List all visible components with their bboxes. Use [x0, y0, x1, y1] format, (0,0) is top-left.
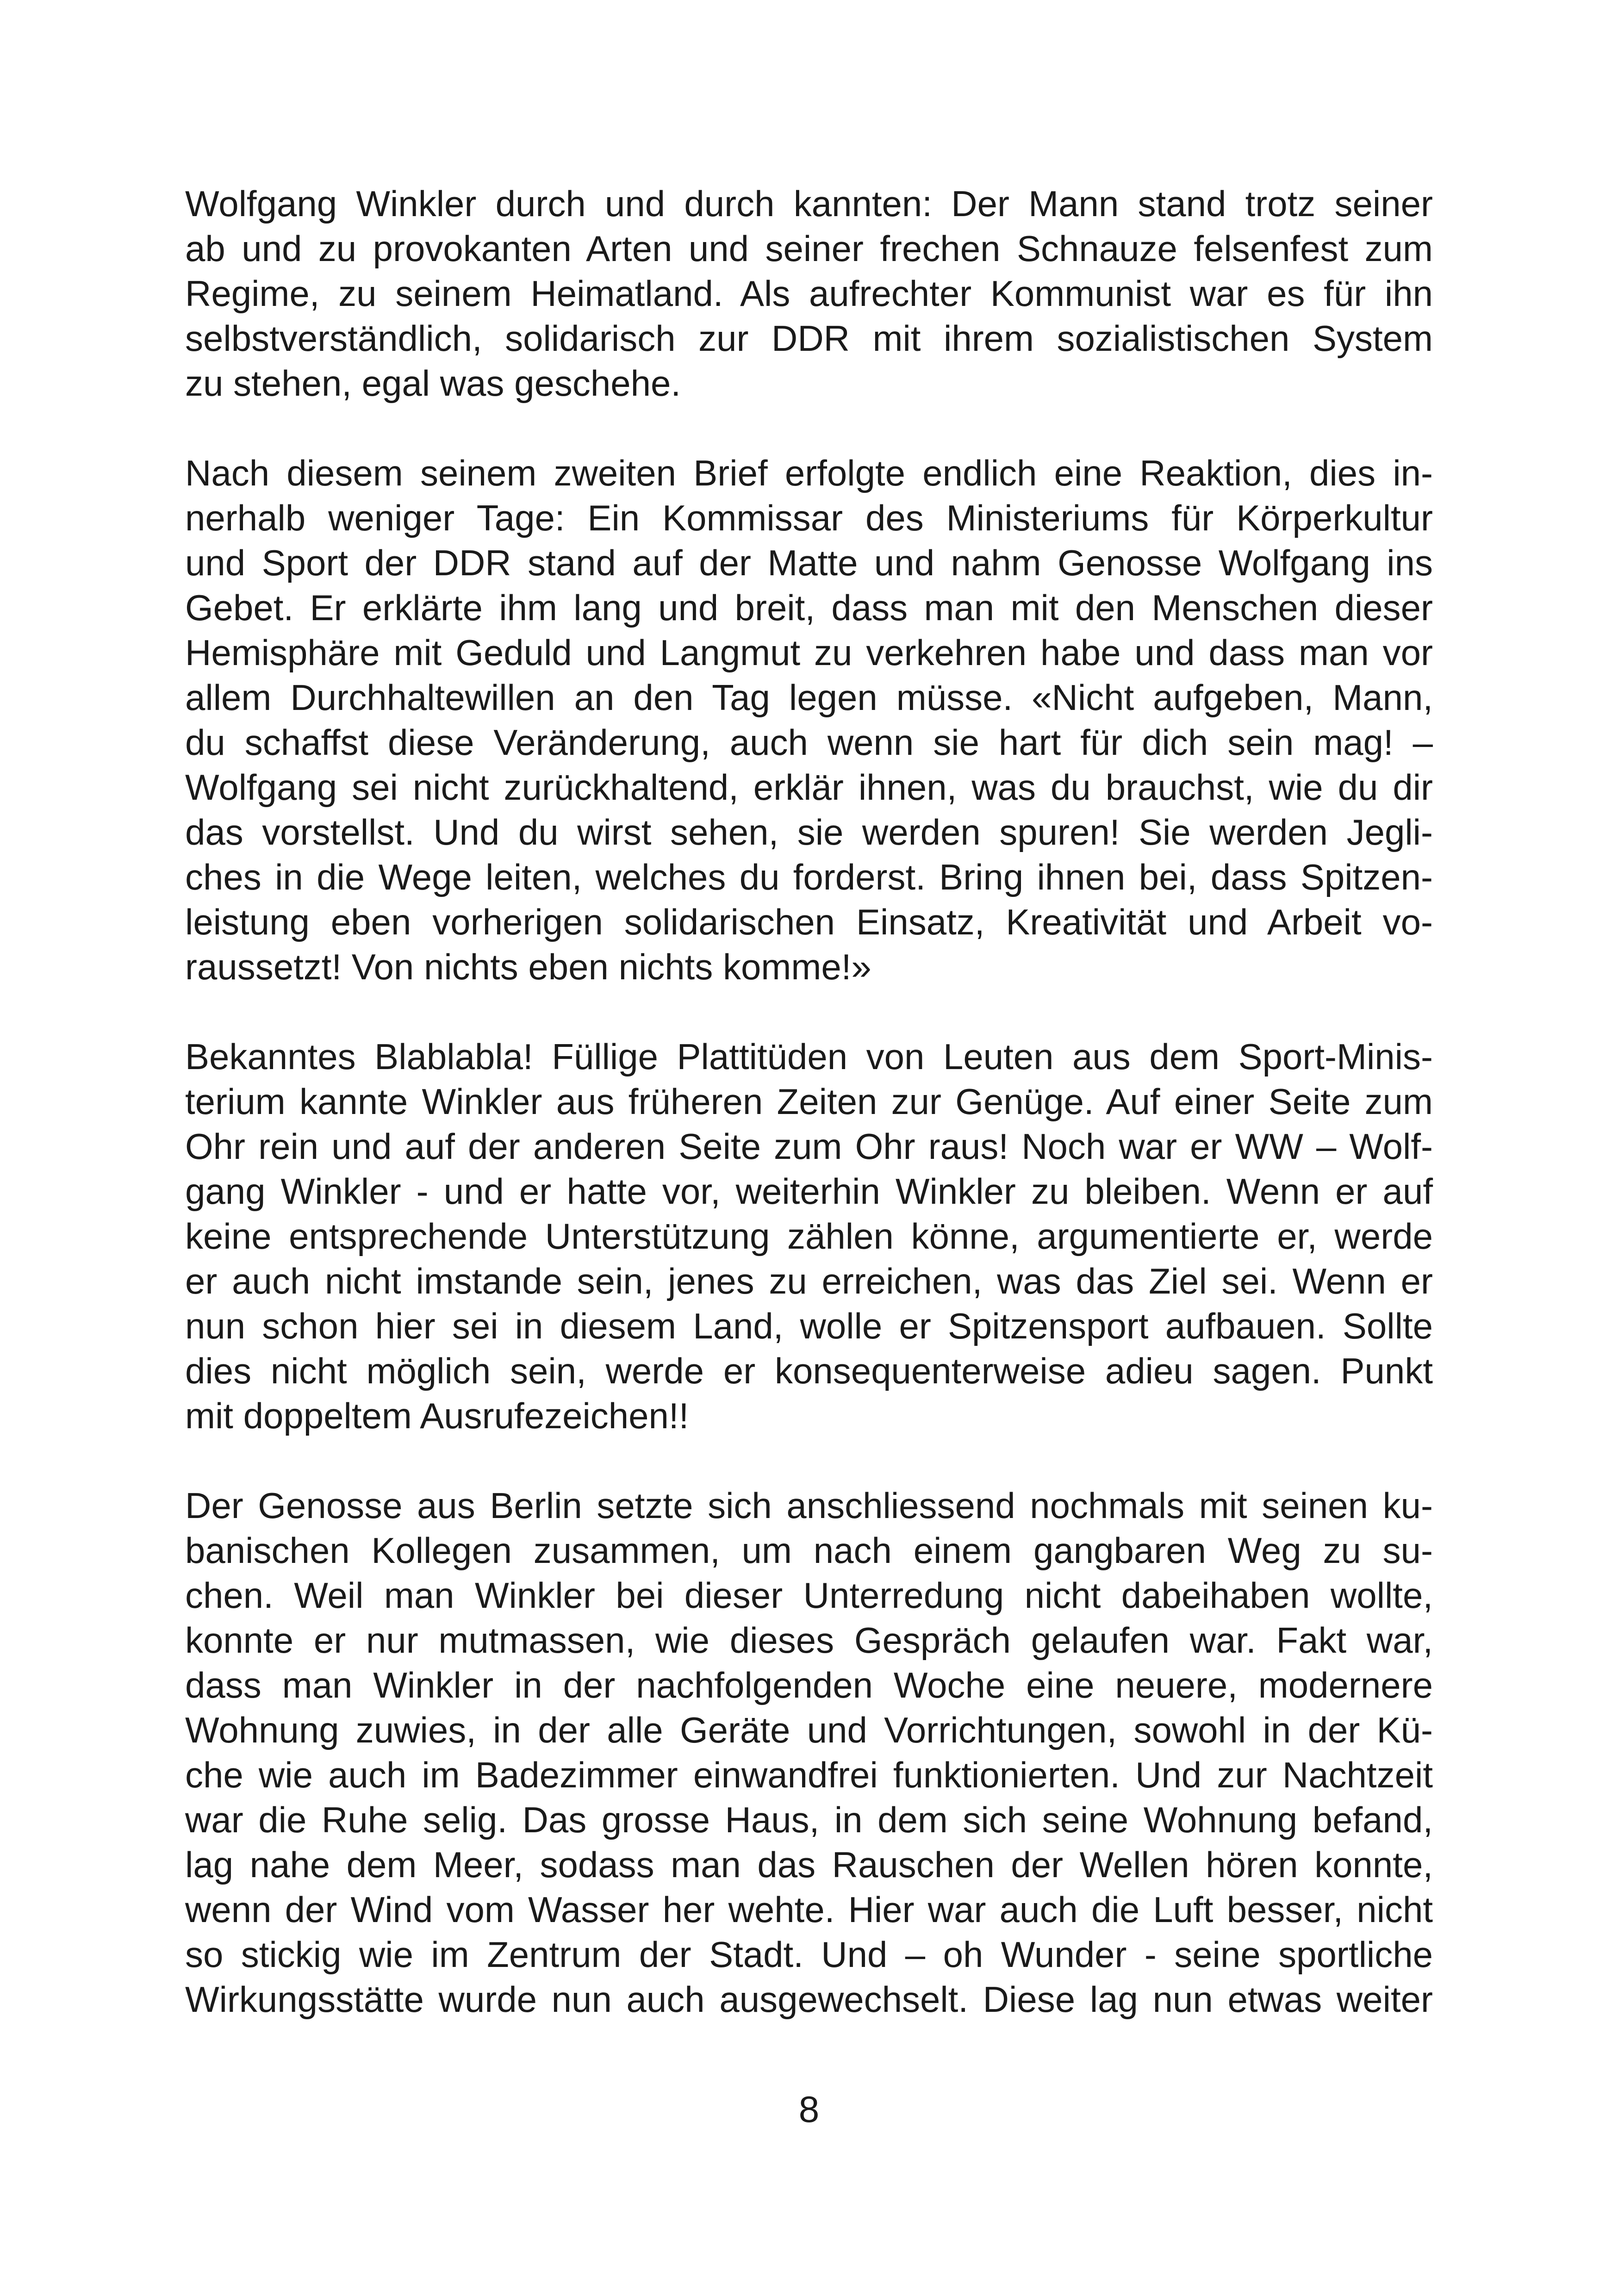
text-line: so stickig wie im Zentrum der Stadt. Und – oh Wunder - seine sportliche — [185, 1934, 1433, 1975]
page-number: 8 — [798, 2089, 820, 2130]
text-line: das vorstellst. Und du wirst sehen, sie werden spuren! Sie werden Jegli- — [185, 812, 1433, 852]
text-line: che wie auch im Badezimmer einwandfrei funktionierten. Und zur Nachtzeit — [185, 1755, 1433, 1795]
text-line: terium kannte Winkler aus früheren Zeiten zur Genüge. Auf einer Seite zum — [185, 1081, 1433, 1122]
text-line: lag nahe dem Meer, sodass man das Rauschen der Wellen hören konnte, — [185, 1844, 1433, 1885]
text-line: ches in die Wege leiten, welches du forderst. Bring ihnen bei, dass Spitzen- — [185, 857, 1433, 897]
text-line: Gebet. Er erklärte ihm lang und breit, dass man mit den Menschen dieser — [185, 587, 1433, 628]
text-line: raussetzt! Von nichts eben nichts komme!» — [185, 946, 871, 987]
text-line: und Sport der DDR stand auf der Matte und nahm Genosse Wolfgang ins — [185, 542, 1433, 583]
text-line: Regime, zu seinem Heimatland. Als aufrechter Kommunist war es für ihn — [185, 273, 1433, 314]
text-line: dass man Winkler in der nachfolgenden Woche eine neuere, modernere — [185, 1665, 1433, 1705]
text-line: banischen Kollegen zusammen, um nach einem gangbaren Weg zu su- — [185, 1530, 1433, 1571]
text-line: gang Winkler - und er hatte vor, weiterhin Winkler zu bleiben. Wenn er auf — [185, 1171, 1433, 1212]
text-line: ab und zu provokanten Arten und seiner frechen Schnauze felsenfest zum — [185, 228, 1433, 269]
paragraph-1 — [185, 181, 1433, 406]
text-line: Wolfgang sei nicht zurückhaltend, erklär ihnen, was du brauchst, wie du dir — [185, 767, 1433, 808]
text-line: chen. Weil man Winkler bei dieser Unterredung nicht dabeihaben wollte, — [185, 1575, 1433, 1616]
text-line: allem Durchhaltewillen an den Tag legen müsse. «Nicht aufgeben, Mann, — [185, 677, 1433, 718]
paragraph-4 — [185, 1483, 1433, 2022]
text-line: leistung eben vorherigen solidarischen Einsatz, Kreativität und Arbeit vo- — [185, 902, 1433, 942]
text-line: Bekanntes Blablabla! Füllige Plattitüden von Leuten aus dem Sport-Minis- — [185, 1036, 1433, 1077]
text-line: er auch nicht imstande sein, jenes zu erreichen, was das Ziel sei. Wenn er — [185, 1261, 1433, 1301]
text-line: konnte er nur mutmassen, wie dieses Gespräch gelaufen war. Fakt war, — [185, 1620, 1433, 1661]
paragraph-3 — [185, 1034, 1433, 1438]
text-line: zu stehen, egal was geschehe. — [185, 363, 681, 404]
text-line: Hemisphäre mit Geduld und Langmut zu verkehren habe und dass man vor — [185, 632, 1433, 673]
text-line: Wolfgang Winkler durch und durch kannten: Der Mann stand trotz seiner — [185, 183, 1433, 224]
text-line: war die Ruhe selig. Das grosse Haus, in dem sich seine Wohnung befand, — [185, 1799, 1433, 1840]
text-line: nerhalb weniger Tage: Ein Kommissar des Ministeriums für Körperkultur — [185, 498, 1433, 538]
text-line: Wohnung zuwies, in der alle Geräte und Vorrichtungen, sowohl in der Kü- — [185, 1710, 1433, 1750]
text-line: du schaffst diese Veränderung, auch wenn sie hart für dich sein mag! – — [185, 722, 1433, 763]
text-line: Der Genosse aus Berlin setzte sich anschliessend nochmals mit seinen ku- — [185, 1485, 1433, 1526]
text-line: Nach diesem seinem zweiten Brief erfolgte endlich eine Reaktion, dies in- — [185, 453, 1433, 493]
body-text — [185, 181, 1433, 2067]
text-line: selbstverständlich, solidarisch zur DDR mit ihrem sozialistischen System — [185, 318, 1433, 359]
text-line: keine entsprechende Unterstützung zählen könne, argumentierte er, werde — [185, 1216, 1433, 1257]
paragraph-2 — [185, 451, 1433, 989]
text-line: Wirkungsstätte wurde nun auch ausgewechselt. Diese lag nun etwas weiter — [185, 1979, 1433, 2020]
text-line: Ohr rein und auf der anderen Seite zum Ohr raus! Noch war er WW – Wolf- — [185, 1126, 1433, 1167]
text-line: wenn der Wind vom Wasser her wehte. Hier war auch die Luft besser, nicht — [185, 1889, 1433, 1930]
text-line: mit doppeltem Ausrufezeichen!! — [185, 1395, 689, 1436]
text-line: dies nicht möglich sein, werde er konsequenterweise adieu sagen. Punkt — [185, 1350, 1433, 1391]
text-line: nun schon hier sei in diesem Land, wolle er Spitzensport aufbauen. Sollte — [185, 1306, 1433, 1346]
